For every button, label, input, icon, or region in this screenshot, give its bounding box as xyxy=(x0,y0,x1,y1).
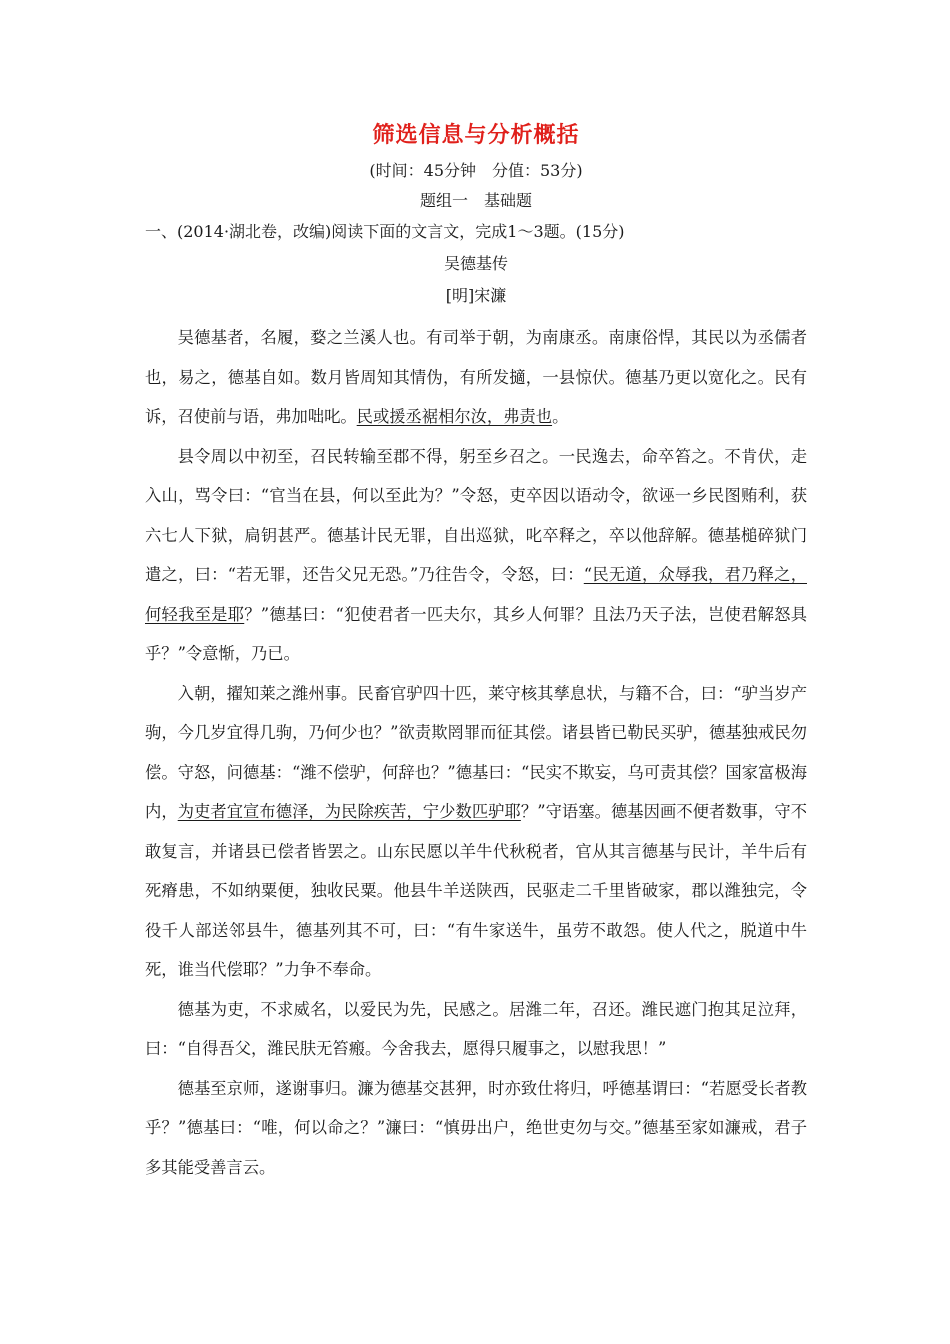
paragraph-text: 吴德基者，名履，婺之兰溪人也。有司举于朝，为南康丞。南康俗悍，其民以为丞儒者也，易之，德基自如。数月皆周知其情伪，有所发擿，一县惊伏。德基乃更以宽化之。民有诉，召使前与语，弗加咄叱。 xyxy=(145,328,807,426)
underlined-sentence: “民无道，众辱我，君乃释之，何轻我至是耶 xyxy=(145,565,807,624)
essay-paragraph xyxy=(145,990,807,1069)
section-heading: 一、(2014·湖北卷，改编)阅读下面的文言文，完成1～3题。(15分) xyxy=(145,222,625,241)
document-title: 筛选信息与分析概括 xyxy=(372,122,580,148)
essay-body xyxy=(145,318,807,1187)
paragraph-text: 德基为吏，不求威名，以爱民为先，民感之。居潍二年，召还。潍民遮门抱其足泣拜，曰：“自得吾父，潍民肤无笞瘢。今舍我去，愿得只履事之，以慰我思！” xyxy=(145,999,807,1058)
group-label: 题组一 基础题 xyxy=(419,191,532,210)
paragraph-text: 入朝，擢知莱之潍州事。民畜官驴四十匹，莱守核其孳息状，与籍不合，曰：“驴当岁产驹，今几岁宜得几驹，乃何少也？”欲责欺罔罪而征其偿。诸县皆已勒民买驴，德基独戒民勿偿。守怒，问德基：“潍不偿驴，何辞也？”德基曰：“民实不欺妄，乌可责其偿？国家富极海内， xyxy=(145,683,807,821)
essay-paragraph xyxy=(145,437,807,674)
paragraph-text: ？”守语塞。德基因画不便者数事，守不敢复言，并诸县已偿者皆罢之。山东民愿以羊牛代秋税者，官从其言德基与民计，羊牛后有死瘠患，不如纳粟便，独收民粟。他县牛羊送陕西，民驱走二千里皆破家，郡以潍独完，令役千人部送邻县牛，德基列其不可，曰：“有牛家送牛，虽劳不敢怨。使人代之，脱道中牛死，谁当代偿耶？”力争不奉命。 xyxy=(145,802,807,979)
time-info: (时间：45分钟 分值：53分) xyxy=(369,161,583,180)
document-page xyxy=(145,118,807,1187)
essay-paragraph xyxy=(145,318,807,437)
underlined-sentence: 为吏者宜宣布德泽，为民除疾苦，宁少数匹驴耶 xyxy=(177,802,521,821)
paragraph-text: 。 xyxy=(552,407,569,426)
paragraph-text: 县令周以中初至，召民转输至郡不得，躬至乡召之。一民逸去，命卒笞之。不肯伏，走入山，骂令曰：“官当在县，何以至此为？”令怒，吏卒因以语动令，欲诬一乡民图贿利，获六七人下狱，扃钥甚严。德基计民无罪，自出巡狱，叱卒释之，卒以他辞解。德基槌碎狱门遣之，曰：“若无罪，还告父兄无恐。”乃往告令，令怒，曰： xyxy=(145,446,807,584)
underlined-sentence: 民或援丞裾相尔汝，弗责也 xyxy=(356,407,553,426)
essay-title: 吴德基传 xyxy=(443,254,508,273)
paragraph-text: 德基至京师，遂谢事归。濂为德基交甚狎，时亦致仕将归，呼德基谓曰：“若愿受长者教乎？”德基曰：“唯，何以命之？”濂曰：“慎毋出户，绝世吏勿与交。”德基至家如濂戒，君子多其能受善言云。 xyxy=(145,1078,807,1177)
paragraph-text: ？”德基曰：“犯使君者一匹夫尔，其乡人何罪？且法乃天子法，岂使君解怒具乎？”令意惭，乃已。 xyxy=(145,604,807,663)
essay-paragraph xyxy=(145,674,807,990)
essay-paragraph xyxy=(145,1069,807,1188)
essay-author: [明]宋濂 xyxy=(445,286,507,305)
